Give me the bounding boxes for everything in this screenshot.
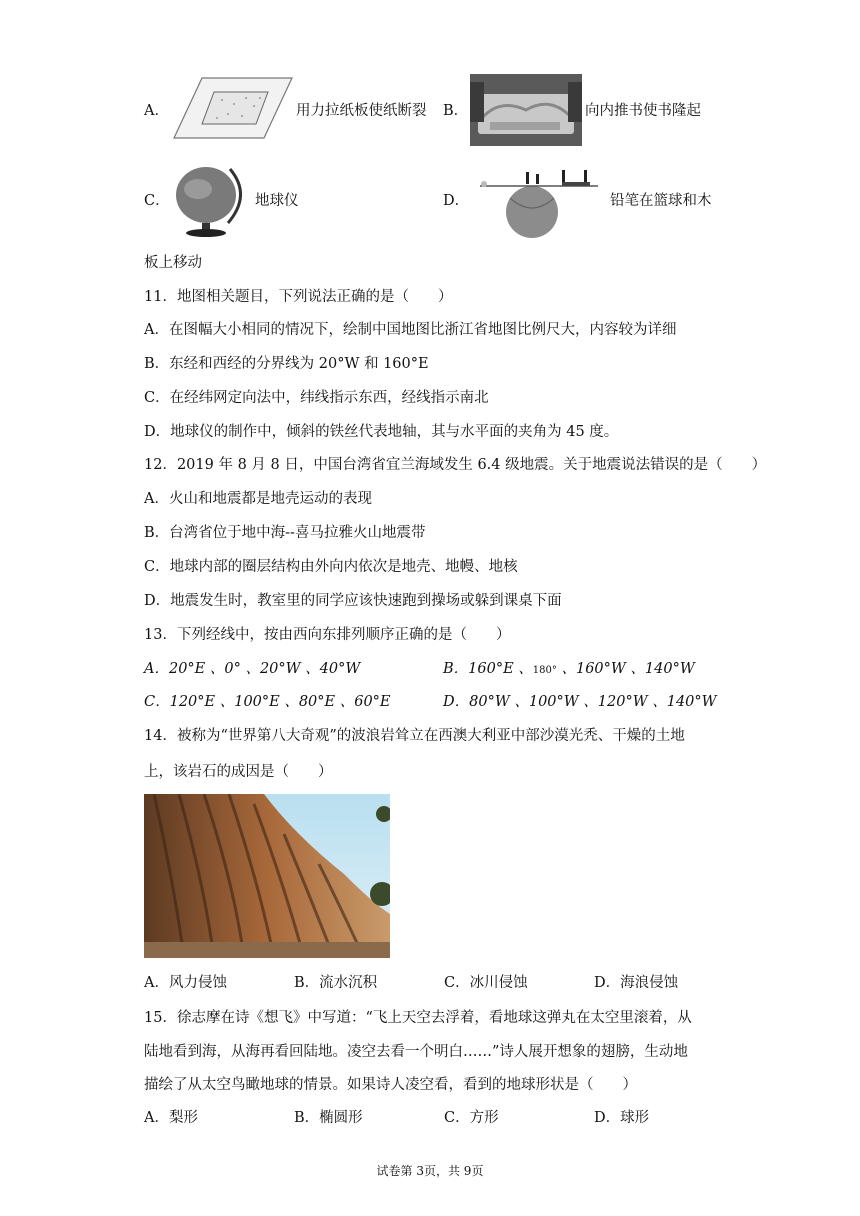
q14-stem-line1: 14．被称为“世界第八大奇观”的波浪岩耸立在西澳大利亚中部沙漠光秃、干燥的土地 [144,728,685,744]
option-a-text: 用力拉纸板使纸断裂 [296,103,427,119]
q11-option-b: B．东经和西经的分界线为 20°W 和 160°E [144,356,429,372]
q14-option-a: A．风力侵蚀 [144,975,227,991]
q13-option-c: C．120°E 、100°E 、80°E 、60°E [144,694,391,710]
q14-option-b: B．流水沉积 [294,975,378,991]
q11-option-c: C．在经纬网定向法中，纬线指示东西，经线指示南北 [144,390,489,406]
q12-stem: 12．2019 年 8 月 8 日，中国台湾省宜兰海域发生 6.4 级地震。关于地震说法错误的是（ ） [144,457,767,473]
q15-option-d: D．球形 [594,1110,650,1126]
option-d-continuation: 板上移动 [144,255,202,271]
paper-pull-image [172,74,294,142]
q15-line1: 15．徐志摩在诗《想飞》中写道：“飞上天空去浮着，看地球这弹丸在太空里滚着，从 [144,1010,692,1026]
q15-option-b: B．椭圆形 [294,1110,363,1126]
q15-line3: 描绘了从太空鸟瞰地球的情景。如果诗人凌空看，看到的地球形状是（ ） [144,1077,637,1093]
q12-option-a: A．火山和地震都是地壳运动的表现 [144,491,372,507]
q13-option-a: A．20°E 、0° 、20°W 、40°W [144,661,361,677]
q14-option-c: C．冰川侵蚀 [444,975,528,991]
option-b-letter: B． [443,103,469,119]
q13-option-b-post: 、160°W 、140°W [556,661,695,677]
q15-line2: 陆地看到海，从海再看回陆地。凌空去看一个明白……”诗人展开想象的翅膀，生动地 [144,1044,688,1060]
q13-option-b-pre: B．160°E 、 [443,661,533,677]
option-d-letter: D． [443,193,470,209]
book-push-image [470,74,582,146]
q13-option-b [443,659,695,681]
globe-image [168,165,254,239]
q14-stem-line2: 上，该岩石的成因是（ ） [144,764,333,780]
q14-option-d: D．海浪侵蚀 [594,975,679,991]
option-a-letter: A． [144,103,169,119]
page-footer: 试卷第 3页，共 9页 [376,1164,484,1178]
q13-option-d: D．80°W 、100°W 、120°W 、140°W [443,694,717,710]
q11-option-a: A．在图幅大小相同的情况下，绘制中国地图比浙江省地图比例尺大，内容较为详细 [144,322,677,338]
q12-option-d: D．地震发生时，教室里的同学应该快速跑到操场或躲到课桌下面 [144,593,562,609]
option-c-text: 地球仪 [255,193,299,209]
q12-option-b: B．台湾省位于地中海--喜马拉雅火山地震带 [144,525,426,541]
option-d-text: 铅笔在篮球和木 [610,193,712,209]
q15-option-a: A．梨形 [144,1110,198,1126]
q13-stem: 13．下列经线中，按由西向东排列顺序正确的是（ ） [144,627,511,643]
wave-rock-photo [144,794,390,958]
option-b-text: 向内推书使书隆起 [585,103,701,119]
q13-option-b-small: 180° [532,665,557,676]
q11-option-d: D．地球仪的制作中，倾斜的铁丝代表地轴，其与水平面的夹角为 45 度。 [144,424,619,440]
q12-option-c: C．地球内部的圈层结构由外向内依次是地壳、地幔、地核 [144,559,518,575]
option-c-letter: C． [144,193,170,209]
q11-stem: 11．地图相关题目，下列说法正确的是（ ） [144,289,453,305]
q15-option-c: C．方形 [444,1110,499,1126]
basketball-pencil-image [474,168,602,238]
